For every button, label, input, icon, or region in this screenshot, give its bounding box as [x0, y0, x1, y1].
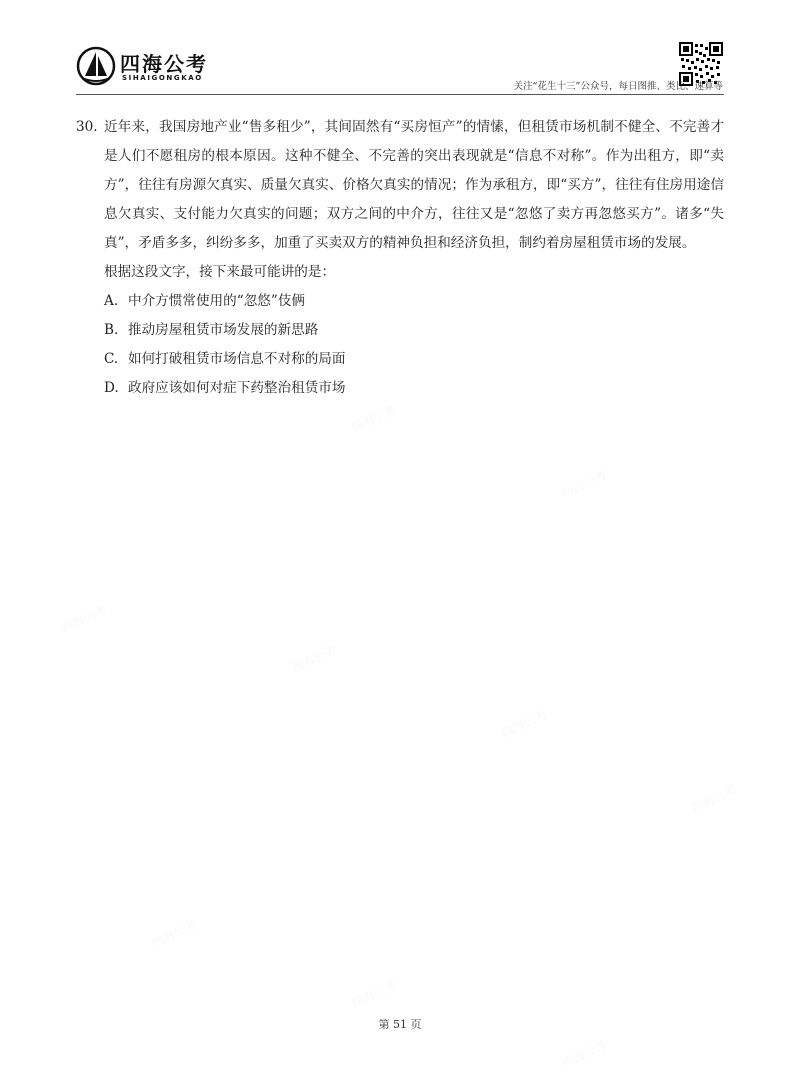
page-number: 第 51 页 — [378, 1018, 422, 1031]
watermark — [349, 976, 400, 1012]
option-text: 政府应该如何对症下药整治租赁市场 — [128, 380, 346, 396]
option-text: 推动房屋租赁市场发展的新思路 — [128, 322, 319, 338]
option-d — [76, 374, 724, 403]
option-text: 中介方惯常使用的“忽悠”伎俩 — [128, 293, 306, 309]
watermark — [559, 1036, 610, 1072]
question-block — [76, 113, 724, 403]
option-letter: C. — [104, 351, 119, 367]
logo-chinese-text: 四海公考 — [120, 52, 208, 76]
watermark — [349, 401, 400, 437]
option-letter: B. — [104, 322, 119, 338]
header-divider — [76, 94, 724, 95]
watermark — [59, 601, 110, 637]
question-number: 30. — [76, 119, 98, 135]
sailboat-logo-icon — [76, 46, 116, 86]
watermark — [499, 706, 550, 742]
brand-logo — [76, 46, 256, 90]
option-text: 如何打破租赁市场信息不对称的局面 — [128, 351, 346, 367]
question-text: 近年来，我国房地产业“售多租少”，其间固然有“买房恒产”的情愫，但租赁市场机制不健全、不完善才是人们不愿租房的根本原因。这种不健全、不完善的突出表现就是“信息不对称”。作为出租方，即“卖方”，往往有房源欠真实、质量欠真实、价格欠真实的情况；作为承租方，即“买方”，往往有住房用途信息欠真实、支付能力欠真实的问题；双方之间的中介方，往往又是“忽悠了卖方再忽悠买方”。诸多“失真”，矛盾多多，纠纷多多，加重了买卖双方的精神负担和经济负担，制约着房屋租赁市场的发展。 — [104, 119, 724, 251]
watermark — [689, 781, 740, 817]
question-stem — [76, 113, 724, 258]
option-a — [76, 287, 724, 316]
watermark — [149, 916, 200, 952]
option-c — [76, 345, 724, 374]
logo-english-text: SIHAIGONGKAO — [122, 74, 203, 82]
page-header — [0, 0, 800, 100]
option-letter: A. — [104, 293, 119, 309]
option-b — [76, 316, 724, 345]
option-letter: D. — [104, 380, 119, 396]
watermark — [559, 466, 610, 502]
watermark — [289, 641, 340, 677]
header-slogan: 关注“花生十三”公众号，每日图推、类比、速算等 — [513, 81, 723, 92]
question-prompt: 根据这段文字，接下来最可能讲的是： — [104, 264, 336, 280]
